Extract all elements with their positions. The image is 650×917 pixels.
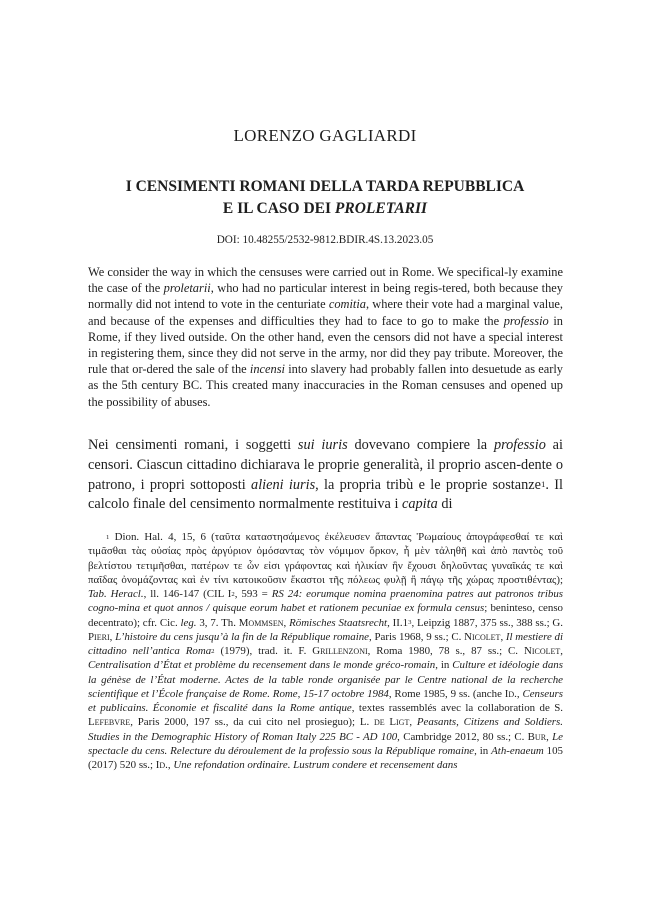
author-name: LORENZO GAGLIARDI (233, 126, 417, 145)
footnote-text: , (109, 630, 116, 643)
footnote-italic: Censeurs et publicains. Économie et fiscalité dans la Rome antique (88, 687, 563, 714)
footnote-text: , Leipzig 1887, 375 ss., 388 ss.; G. (411, 616, 564, 629)
body-text: ai censori. Ciascun cittadino dichiarava le proprie generalità, il proprio ascen-dente o patrono, i propri sottoposti (88, 437, 563, 493)
footnote-author: Pieri (88, 630, 110, 643)
footnote-italic: Il mestiere di cittadino nell’antica Roma (88, 630, 563, 657)
footnote-text: ; beninteso, censo decentrato); cfr. Cic. (88, 602, 563, 629)
footnote-italic: Peasants, Citizens and Soldiers. Studies in the Demographic History of Roman Italy 225 BC - AD 100 (88, 716, 563, 743)
footnote-italic: Centralisation d’État et problème du recensement dans le monde gréco-romain (88, 659, 436, 672)
body-text: Nei censimenti romani, i soggetti (88, 437, 298, 453)
footnote-author: Nicolet (464, 630, 501, 643)
footnote-italic: Une refondation ordinaire. Lustrum condere et recensement dans (173, 759, 458, 771)
footnote-text: , textes rassemblés avec la collaboration de S. (351, 702, 564, 714)
footnote-text: Dion. Hal. 4, 15, 6 (ταῦτα καταστησάμενος ἐκέλευσεν ἅπαντας Ῥωμαίους ἀπογράφεσθαί τε καὶ τιμᾶσθαι τὰς οὐσίας πρὸς ἀργύριον ὀμόσαντας τὸν νόμιμον ὅρκον, ἦ μὲν τἀληθῆ καὶ ἀπὸ παντὸς τοῦ βελτίστου τετιμῆσθαι, πατέρων τε ὧν εἰσι γράφοντας καὶ ἡλικίαν ἣν ἔχουσι δηλοῦντας γυναῖκάς τε καὶ παῖδας ὀνομάζοντας καὶ ἐν τίνι κατοικοῦσιν ἕκαστοι τῆς πόλεως φυλῇ ἢ πάγῳ τῆς χώρας προστιθέντας); (88, 531, 563, 586)
footnote-text: , (516, 687, 523, 700)
footnote-author: Id. (155, 759, 168, 771)
footnote-1 (88, 530, 563, 772)
abstract-text: We consider the way in which the censuses were carried out in Rome. We specifical-ly examine the case of the (88, 265, 563, 296)
footnote-text: , Paris 1968, 9 ss.; C. (369, 630, 465, 643)
footnote-text: , (546, 730, 553, 743)
footnote-text: , (283, 616, 290, 629)
abstract-text: into slavery had probably fallen into desuetude as early as the 5th century BC. This created many inaccuracies in the Roman censuses and opened up the possibility of abuses. (88, 362, 563, 409)
title-line-1: I CENSIMENTI ROMANI DELLA TARDA REPUBBLICA (125, 178, 525, 195)
footnote-author: Id. (504, 687, 517, 700)
footnote-italic: Le spectacle du cens. Relecture du déroulement de la professio sous la République romaine (88, 730, 563, 757)
footnote-text: , (167, 759, 174, 771)
footnote-italic: Römisches Staatsrecht (289, 616, 388, 629)
footnote-number: 1 (106, 533, 110, 541)
footnote-italic: Tab. Heracl. (88, 588, 144, 600)
footnote-text: 3, 7. Th. (196, 616, 239, 629)
footnote-text: (1979), trad. it. F. (214, 645, 313, 657)
abstract-paragraph (88, 264, 563, 410)
body-term: professio (493, 437, 546, 453)
footnote-text: , ll. 146-147 (CIL I (143, 588, 232, 600)
footnote-text: , (409, 716, 417, 729)
abstract-term: professio (503, 313, 549, 328)
footnote-text: , Paris 2000, 197 ss., da cui cito nel prosieguo); L. (130, 716, 374, 729)
body-term: sui iuris (297, 437, 348, 453)
footnote-italic: leg. (180, 616, 197, 629)
footnote-text: , in (474, 744, 492, 757)
body-text: di (437, 496, 453, 513)
footnote-superscript: 2 (211, 647, 215, 655)
footnote-author: de Ligt (373, 716, 410, 729)
abstract-text: , who had no particular interest in being regis-tered, both because they normally did not intend to vote in the centuriate (88, 281, 563, 312)
footnote-author: Lefebvre (88, 716, 131, 729)
footnote-text: , (560, 645, 563, 657)
body-text: dovevano compiere la (347, 437, 494, 453)
footnote-italic: L’histoire du cens jusqu’à la fin de la République romaine (115, 630, 370, 643)
footnote-italic: Culture et idéologie dans la génèse de l’État moderne. Actes de la table ronde organisée par le Centre national de la recherche scientifique et l’École française de Rome. Rome, 15-17 octobre 1984 (88, 659, 563, 700)
article-title (0, 176, 650, 220)
abstract-text: , where their vote had a marginal value, and because of the expenses and difficulties they had to face to go to make the (88, 297, 563, 328)
footnote-text: , in (435, 659, 453, 672)
abstract-term: incensi (249, 362, 285, 377)
footnote-italic: RS 24: eorumque nomina praenomina patres aut patronos tribus cogno-mina et quot annos / quisque eorum habet et rationem pecuniae ex formula census (88, 588, 564, 615)
footnote-author: Bur (527, 730, 547, 743)
footnote-text: , II.1 (387, 616, 409, 629)
body-text: . Il calcolo finale del censimento normalmente restituiva i (88, 476, 563, 513)
footnote-text: , Rome 1985, 9 ss. (anche (388, 687, 505, 700)
footnote-reference[interactable]: 1 (540, 478, 546, 489)
title-line-2-italic: PROLETARII (334, 200, 428, 217)
footnote-author: Nicolet (523, 645, 561, 657)
footnote-text: 105 (2017) 520 ss.; (88, 744, 564, 771)
footnote-text: , Cambridge 2012, 80 ss.; C. (397, 730, 528, 743)
body-term: alieni iuris (251, 476, 316, 493)
footnote-author: Grillenzoni (312, 645, 368, 657)
footnote-text: , 593 = (234, 588, 272, 600)
doi-line: DOI: 10.48255/2532-9812.BDIR.4S.13.2023.05 (216, 234, 434, 246)
title-line-2 (0, 198, 650, 220)
footnote-superscript: 3 (408, 619, 412, 627)
body-term: capita (402, 496, 438, 513)
footnote-italic: Ath-enaeum (491, 744, 544, 757)
body-text: , la propria tribù e le proprie sostanze (315, 476, 541, 493)
footnote-superscript: 2 (231, 590, 235, 598)
abstract-term: comitia (328, 297, 366, 312)
abstract-text: in Rome, if they lived outside. On the other hand, even the censors did not have a special interest in registering them, since they did not serve in the army, nor did they pay tribute. Moreover, the rule that or-dered the sale of the (88, 313, 563, 377)
title-line-2-prefix: E IL CASO DEI (222, 200, 335, 217)
footnote-text: , (500, 630, 506, 643)
footnote-author: Mommsen (238, 616, 284, 629)
footnote-text: , Roma 1980, 78 s., 87 ss.; C. (367, 645, 524, 657)
body-paragraph (88, 436, 563, 515)
abstract-term: proletarii (163, 281, 211, 296)
